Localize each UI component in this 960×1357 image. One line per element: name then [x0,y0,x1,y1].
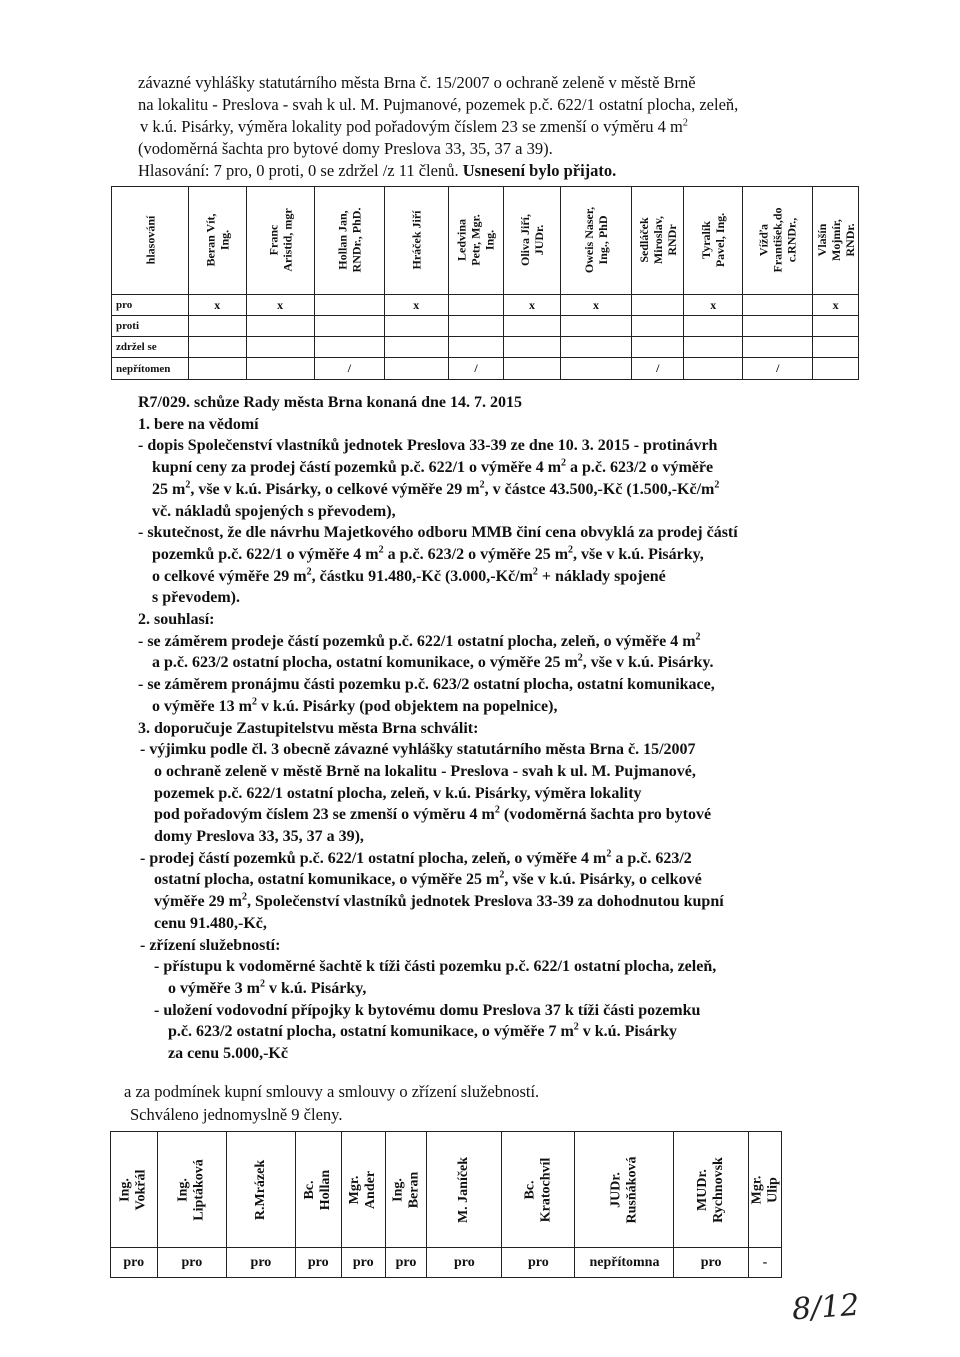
vote-cell [448,316,504,337]
section-3c-title: - zřízení služebností: [140,936,281,954]
assembly-member: M. Janíček [427,1132,502,1248]
assembly-header-row [111,1132,782,1248]
vote-cell: / [743,358,813,380]
assembly-member: Ing. Beran [385,1132,427,1248]
vote-cell [684,316,743,337]
text-line: - přístupu k vodoměrné šachtě k tíži části pozemku p.č. 622/1 ostatní plocha, zeleň, [154,958,717,976]
vote-cell: x [504,295,560,316]
vote-row-pro [112,295,859,316]
assembly-member: Bc. Hollan [295,1132,341,1248]
vote-cell: / [448,358,504,380]
assembly-vote: pro [341,1248,385,1278]
vote-cell [743,295,813,316]
row-label: nepřítomen [112,358,189,380]
section-2b [138,674,850,717]
vote-cell [448,337,504,358]
assembly-vote-row [111,1248,782,1278]
text-line: - se záměrem prodeje částí pozemků p.č. 622/1 ostatní plocha, zeleň, o výměře 4 $m^2$ [138,631,701,650]
vote-cell [632,316,684,337]
vote-row-nepritomen [112,358,859,380]
assembly-member: Mgr. Ander [341,1132,385,1248]
assembly-vote: nepřítomna [575,1248,674,1278]
text-line: cenu 91.480,-Kč, [154,914,267,932]
section-2-title: 2. souhlasí: [138,611,215,629]
vote-cell: x [246,295,314,316]
text-line: za cenu 5.000,-Kč [168,1045,288,1063]
vote-cell [684,358,743,380]
vote-cell [384,337,448,358]
vote-cell [189,316,247,337]
assembly-vote: pro [502,1248,575,1278]
text-line: domy Preslova 33, 35, 37 a 39), [154,828,364,846]
text-line: - prodej částí pozemků p.č. 622/1 ostatní plocha, zeleň, o výměře 4 $m^2$ a p.č. 623/2 [140,848,692,867]
vote-summary: Hlasování: 7 pro, 0 proti, 0 se zdržel /z 11 členů. Usnesení bylo přijato. [138,161,617,180]
top-line-3: v k.ú. Pisárky, výměra lokality pod pořadovým číslem 23 se zmenší o výměru 4 $m^2$ [140,117,688,136]
vote-table-council [111,186,859,380]
text-line: kupní ceny za prodej částí pozemků p.č. 622/1 o výměře 4 $m^2$ a p.č. 623/2 o výměře [152,457,714,477]
closing-line: a za podmínek kupní smlouvy a smlouvy o zřízení služebností. [124,1082,540,1101]
text-line: s převodem). [152,589,240,607]
vote-row-proti [112,316,859,337]
vote-cell: x [813,295,859,316]
text-line: - dopis Společenství vlastníků jednotek Preslova 33-39 ze dne 10. 3. 2015 - protinávrh [138,437,718,455]
text-line: výměře 29 $m^2$, Společenství vlastníků jednotek Preslova 33-39 za dohodnutou kupní [154,891,724,911]
text-line: a p.č. 623/2 ostatní plocha, ostatní komunikace, o výměře 25 $m^2$, vše v k.ú. Pisárky. [152,653,714,672]
vote-table-assembly [110,1131,782,1278]
vote-cell [504,358,560,380]
vote-table-header-row [112,187,859,295]
section-3-title: 3. doporučuje Zastupitelstvu města Brna schválit: [138,719,479,737]
text-line: - se záměrem pronájmu části pozemku p.č. 623/2 ostatní plocha, ostatní komunikace, [138,676,715,694]
text-line: pozemků p.č. 622/1 o výměře 4 $m^2$ a p.č. 623/2 o výměře 25 $m^2$, vše v k.ú. Pisárky, [152,544,704,563]
text-line: - uložení vodovodní přípojky k bytovému domu Preslova 37 k tíži části pozemku [154,1001,701,1019]
assembly-vote: pro [385,1248,427,1278]
text-line: o celkové výměře 29 $m^2$, částku 91.480,-Kč ($3.000,-Kč/m^2$ + náklady spojené [152,566,666,585]
assembly-vote: pro [427,1248,502,1278]
page-number: 8/12 [790,1287,861,1328]
assembly-vote: - [748,1248,781,1278]
vote-cell [504,337,560,358]
vote-cell [384,316,448,337]
section-3c1 [138,956,850,999]
assembly-member: Mgr. Ulip [748,1132,781,1248]
vote-cell [560,316,631,337]
row-label: pro [112,295,189,316]
text-line: 25 $m^2$, vše v k.ú. Pisárky, o celkové výměře 29 $m^2$, v částce 43.500,-Kč ($1.500,-Kč/m^2$ [152,479,720,498]
member-header: Hollan Jan, RNDr., PhD. [314,187,384,295]
vote-cell [246,358,314,380]
resolution-heading: R7/029. schůze Rady města Brna konaná dne 14. 7. 2015 [138,394,523,411]
vote-cell [560,358,631,380]
assembly-member: Bc. Kratochvíl [502,1132,575,1248]
vote-cell: x [384,295,448,316]
assembly-member: MUDr. Rychnovsk [674,1132,748,1248]
header-hlasovani: hlasování [112,187,189,295]
row-label: zdržel se [112,337,189,358]
assembly-vote: pro [157,1248,227,1278]
vote-cell: x [560,295,631,316]
assembly-vote: pro [227,1248,295,1278]
assembly-vote: pro [111,1248,158,1278]
vote-cell [314,316,384,337]
vote-cell [246,337,314,358]
vote-cell: / [314,358,384,380]
vote-cell [684,337,743,358]
member-header: Oliva Jiří, JUDr. [504,187,560,295]
vote-cell [189,337,247,358]
vote-cell [632,295,684,316]
member-header: Tyralík Pavel, Ing. [684,187,743,295]
section-2a [138,631,850,674]
text-line: pozemek p.č. 622/1 ostatní plocha, zeleň, v k.ú. Pisárky, výměra lokality [154,784,642,802]
closing-text [124,1080,836,1126]
section-3c2 [138,1000,850,1065]
member-header: Hráček Jiří [384,187,448,295]
vote-cell [246,316,314,337]
vote-row-zdrzel [112,337,859,358]
section-1b [138,522,850,609]
vote-cell [632,337,684,358]
member-header: Vížďa František,do c.RNDr., [743,187,813,295]
vote-cell [314,337,384,358]
member-header: Franc Aristid, mgr [246,187,314,295]
text-line: o výměře 3 $m^2$ v k.ú. Pisárky, [168,978,367,997]
text-line: o výměře 13 $m^2$ v k.ú. Pisárky (pod objektem na popelnice), [152,696,558,715]
vote-cell [743,337,813,358]
top-line-2: na lokalitu - Preslova - svah k ul. M. Pujmanové, pozemek p.č. 622/1 ostatní plocha, zeleň, [138,95,739,114]
section-1a [138,435,850,522]
text-line: ostatní plocha, ostatní komunikace, o výměře 25 $m^2$, vše v k.ú. Pisárky, o celkové [154,870,702,889]
text-line: - výjimku podle čl. 3 obecně závazné vyhlášky statutárního města Brna č. 15/2007 [140,741,696,759]
resolution-body [138,392,850,1065]
vote-cell [504,316,560,337]
section-1-title: 1. bere na vědomí [138,415,259,433]
vote-cell [448,295,504,316]
member-header: Sedláček Miroslav, RNDr [632,187,684,295]
vote-cell [743,316,813,337]
vote-cell [314,295,384,316]
vote-cell [384,358,448,380]
assembly-member: R.Mrázek [227,1132,295,1248]
vote-cell [189,358,247,380]
vote-cell: / [632,358,684,380]
top-line-1: závazné vyhlášky statutárního města Brna č. 15/2007 o ochraně zeleně v městě Brně [138,73,696,92]
vote-cell [813,337,859,358]
assembly-vote: pro [674,1248,748,1278]
text-line: pod pořadovým číslem 23 se zmenší o výměru 4 $m^2$ (vodoměrná šachta pro bytové [154,805,712,824]
member-header: Ledvina Petr, Mgr. Ing. [448,187,504,295]
section-3b [138,848,850,935]
assembly-vote: pro [295,1248,341,1278]
vote-cell [813,316,859,337]
vote-cell: x [189,295,247,316]
vote-cell [813,358,859,380]
top-paragraph [138,72,850,182]
vote-cell [560,337,631,358]
text-line: - skutečnost, že dle návrhu Majetkového odboru MMB činí cena obvyklá za prodej částí [138,524,738,542]
member-header: Oweis Naser, Ing., PhD [560,187,631,295]
member-header: Vlašín Mojmír, RNDr. [813,187,859,295]
section-3a [138,739,850,848]
top-line-4: (vodoměrná šachta pro bytové domy Preslova 33, 35, 37 a 39). [138,139,553,158]
assembly-member: JUDr. Rusňáková [575,1132,674,1248]
assembly-member: Ing. Vokřál [111,1132,158,1248]
text-line: p.č. 623/2 ostatní plocha, ostatní komunikace, o výměře 7 $m^2$ v k.ú. Pisárky [168,1022,678,1041]
member-header: Beran Vít, Ing. [189,187,247,295]
text-line: o ochraně zeleně v městě Brně na lokalitu - Preslova - svah k ul. M. Pujmanové, [154,762,696,780]
assembly-member: Ing. Liptáková [157,1132,227,1248]
approved-line: Schváleno jednomyslně 9 členy. [130,1105,343,1124]
vote-cell: x [684,295,743,316]
text-line: vč. nákladů spojených s převodem), [152,502,396,520]
row-label: proti [112,316,189,337]
